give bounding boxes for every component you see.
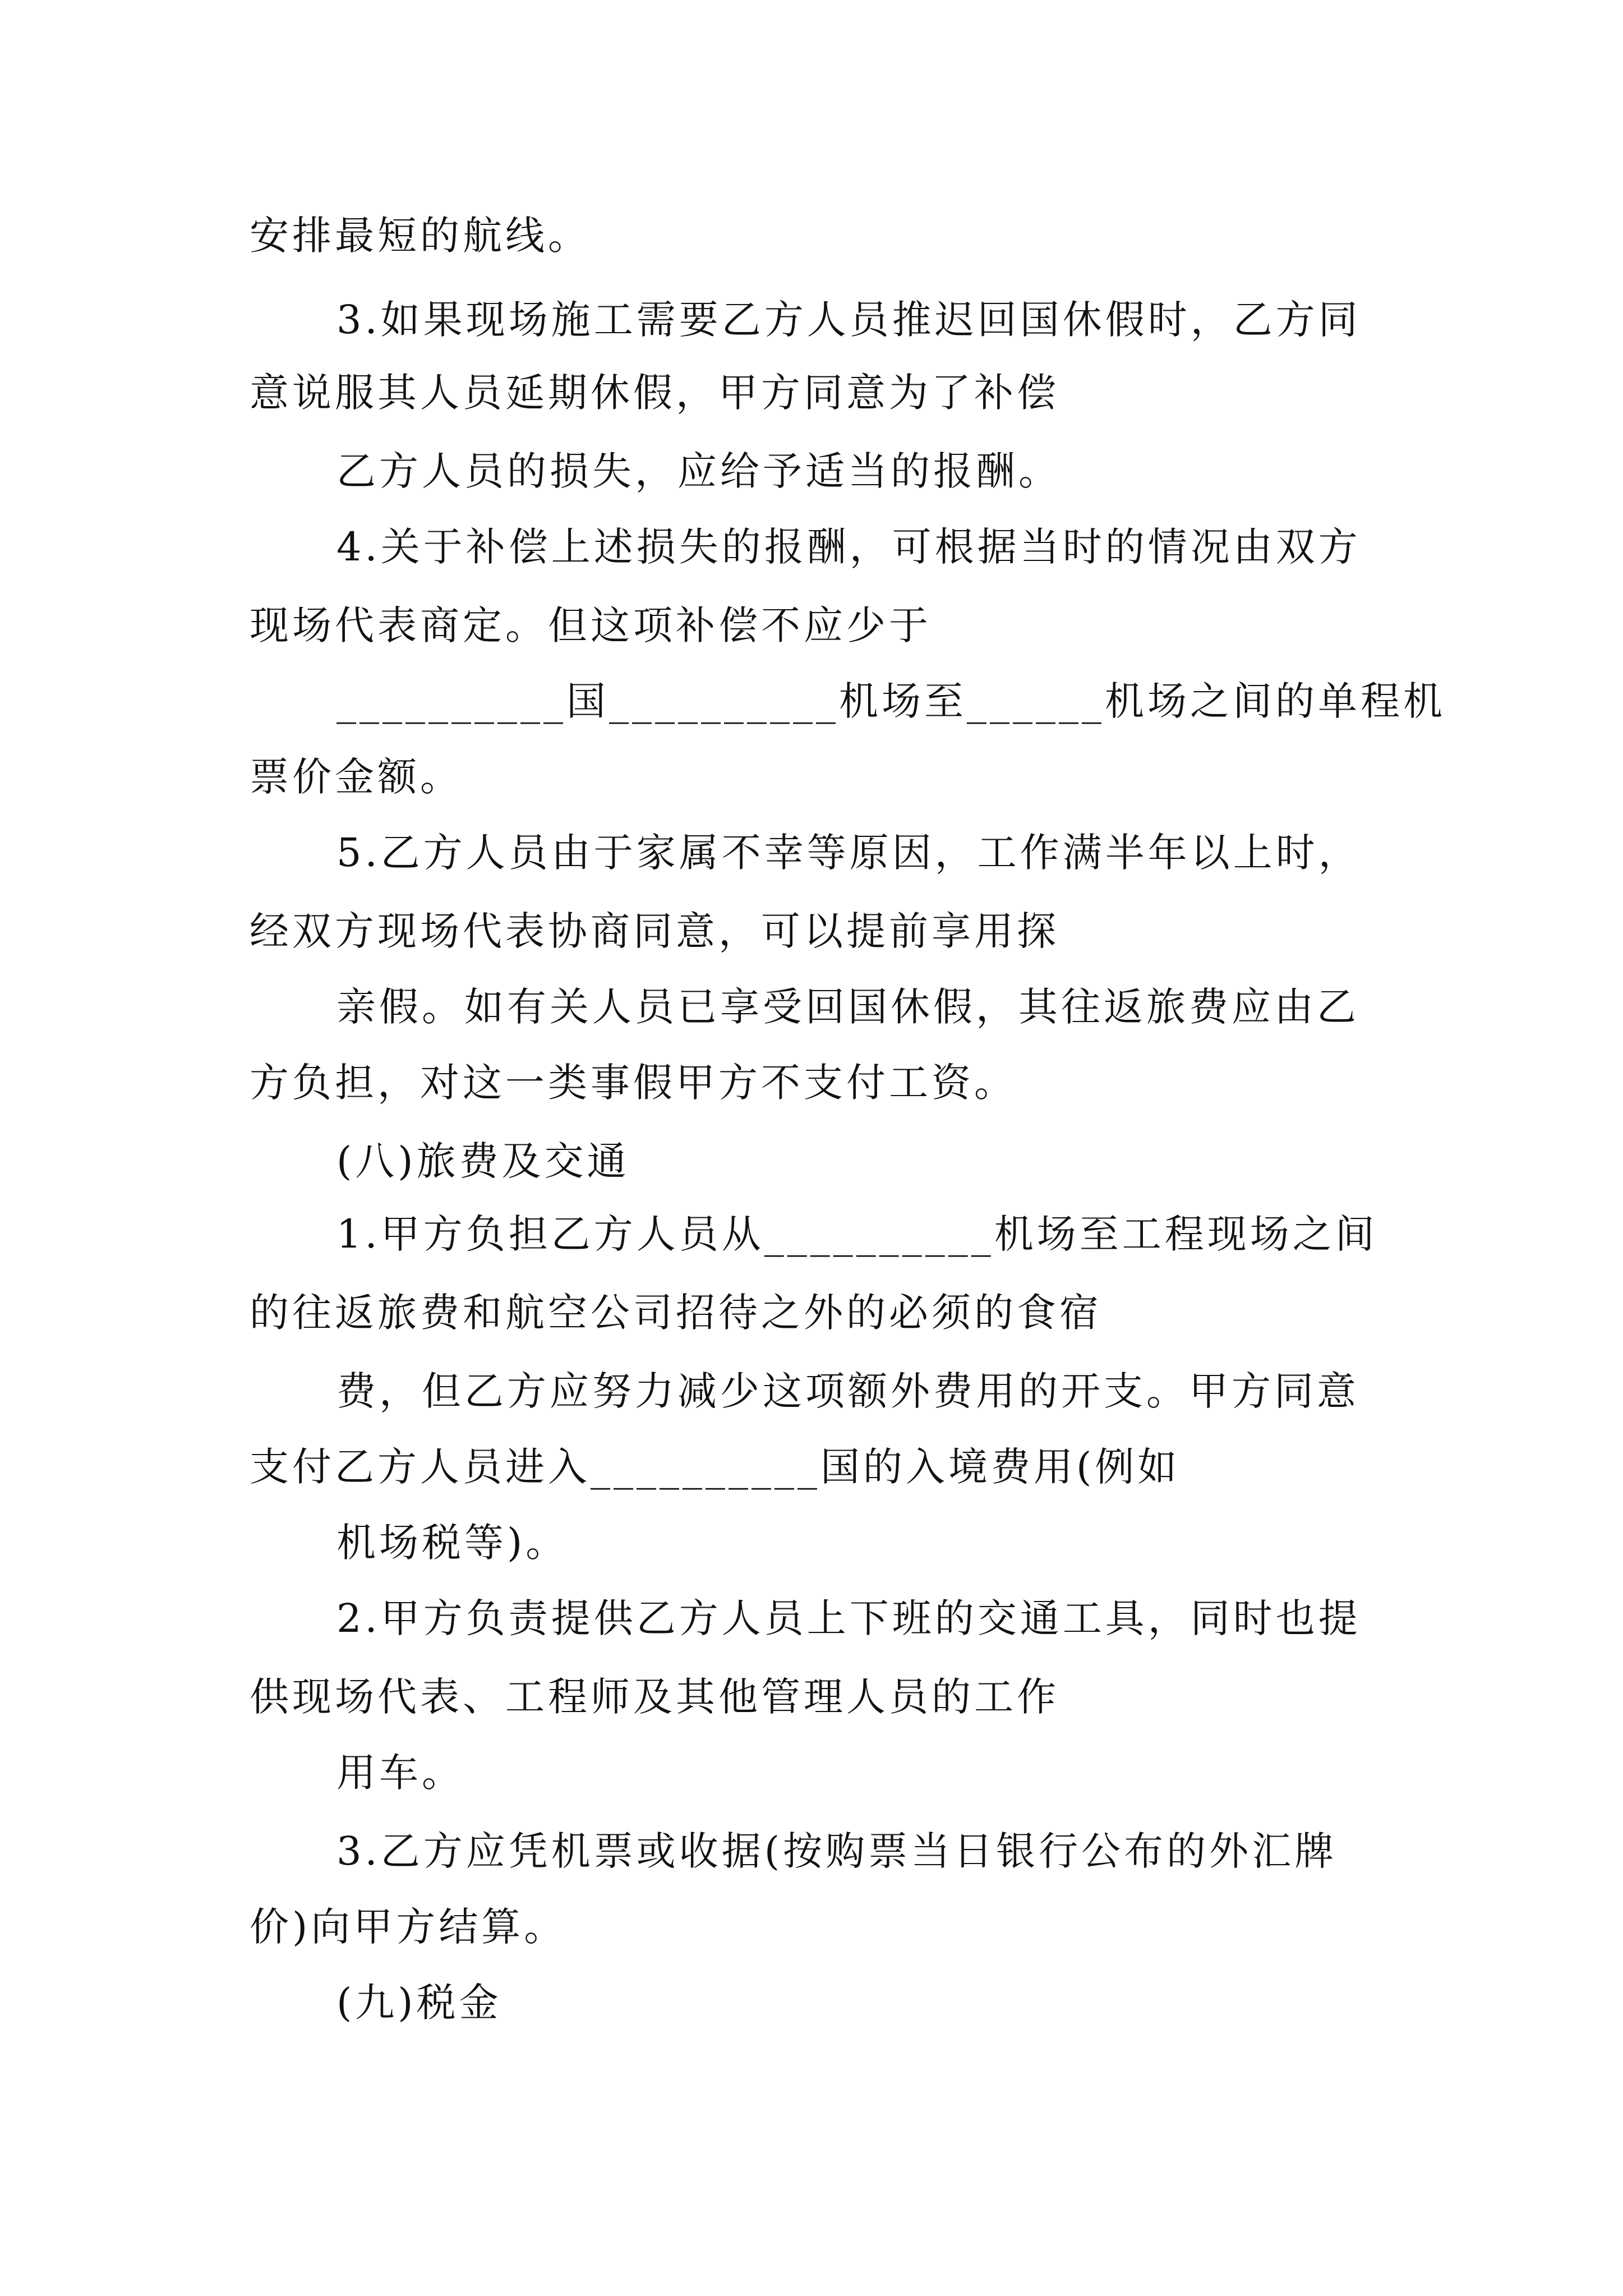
text-line: 2.甲方负责提供乙方人员上下班的交通工具，同时也提 bbox=[336, 1595, 1361, 1641]
text-line: 的往返旅费和航空公司招待之外的必须的食宿 bbox=[250, 1290, 1102, 1336]
text-line: 用车。 bbox=[336, 1750, 464, 1796]
text-line: 安排最短的航线。 bbox=[250, 213, 591, 259]
text-line: 支付乙方人员进入__________国的入境费用(例如 bbox=[250, 1444, 1181, 1490]
text-line: 现场代表商定。但这项补偿不应少于 bbox=[250, 602, 932, 648]
text-line: 机场税等)。 bbox=[336, 1520, 569, 1566]
text-line: 1.甲方负担乙方人员从__________机场至工程现场之间 bbox=[336, 1211, 1378, 1257]
text-line: 4.关于补偿上述损失的报酬，可根据当时的情况由双方 bbox=[336, 524, 1361, 570]
text-line: 乙方人员的损失，应给予适当的报酬。 bbox=[336, 448, 1061, 494]
text-line: 票价金额。 bbox=[250, 754, 463, 800]
text-line: 费，但乙方应努力减少这项额外费用的开支。甲方同意 bbox=[336, 1368, 1359, 1414]
section-heading: (九)税金 bbox=[336, 1980, 502, 2026]
text-line: 方负担，对这一类事假甲方不支付工资。 bbox=[250, 1060, 1017, 1106]
text-line: 5.乙方人员由于家属不幸等原因，工作满半年以上时， bbox=[336, 830, 1361, 876]
text-line: 亲假。如有关人员已享受回国休假，其往返旅费应由乙 bbox=[336, 984, 1359, 1030]
text-line: 意说服其人员延期休假，甲方同意为了补偿 bbox=[250, 370, 1059, 416]
text-line: 3.乙方应凭机票或收据(按购票当日银行公布的外汇牌 bbox=[336, 1828, 1338, 1874]
text-line: 供现场代表、工程师及其他管理人员的工作 bbox=[250, 1674, 1059, 1720]
section-heading: (八)旅费及交通 bbox=[336, 1138, 630, 1184]
text-line: __________国__________机场至______机场之间的单程机 bbox=[336, 678, 1446, 724]
text-line: 价)向甲方结算。 bbox=[250, 1904, 567, 1950]
text-line: 3.如果现场施工需要乙方人员推迟回国休假时，乙方同 bbox=[336, 297, 1361, 343]
text-line: 经双方现场代表协商同意，可以提前享用探 bbox=[250, 908, 1059, 954]
